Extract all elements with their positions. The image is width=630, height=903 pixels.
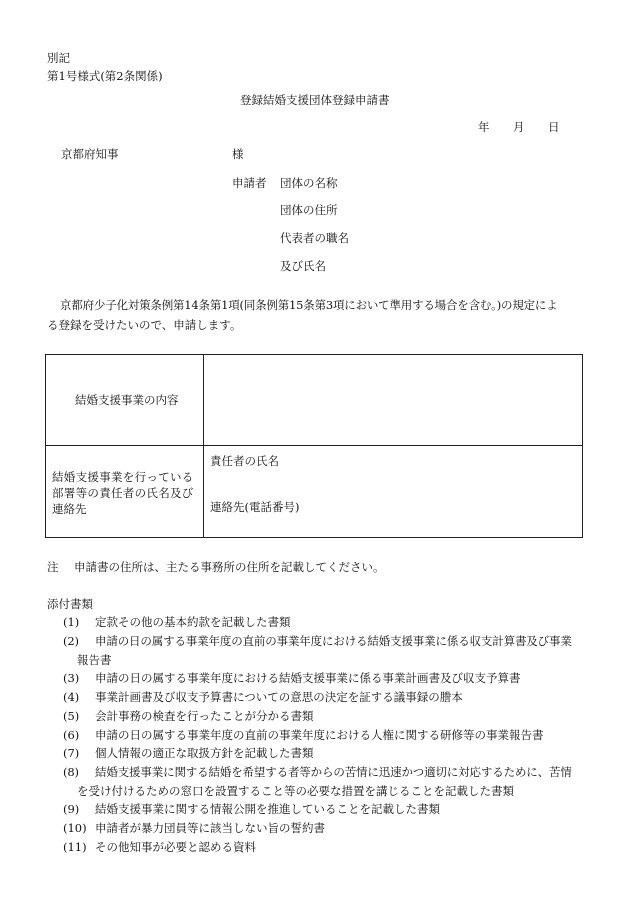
form-number: 第1号様式(第2条関係) [47,69,163,83]
attachment-item: (3) 申請の日の属する事業年度における結婚支援事業に係る事業計画書及び収支予算書 [63,671,521,685]
attachment-item-continuation: 報告書 [77,653,112,667]
body-line-1: 京都府少子化対策条例第14条第1項(同条例第15条第3項において準用する場合を含む。)の規定によ [60,298,558,312]
note-marker: 注 [47,560,59,574]
attachment-item: (1) 定款その他の基本約款を記載した書類 [63,615,291,629]
date-month: 月 [513,120,525,134]
content-label: 結婚支援事業の内容 [75,393,179,407]
application-table [45,354,583,538]
attachment-item: (5) 会計事務の検査を行ったことが分かる書類 [63,709,314,723]
attachment-item: (7) 個人情報の適正な取扱方針を記載した書類 [63,746,314,760]
addressee-name: 京都府知事 [61,147,119,161]
attachment-item: (8) 結婚支援事業に関する結婚を希望する者等からの苦情に迅速かつ適切に対応するために、苦情 [63,765,572,779]
rep-name-label: 及び氏名 [280,259,326,273]
attachment-item: (10) 申請者が暴力団員等に該当しない旨の誓約書 [63,821,325,835]
table-cell-content-value [204,355,582,446]
responsible-label-line-3: 連絡先 [52,502,87,516]
table-cell-content-label [46,355,204,446]
org-address-label: 団体の住所 [280,203,338,217]
responsible-label-line-1: 結婚支援事業を行っている [52,470,194,484]
date-day: 日 [548,120,560,134]
org-name-label: 団体の名称 [280,176,338,190]
note-text: 申請書の住所は、主たる事務所の住所を記載してください。 [74,560,385,574]
attachment-item: (6) 申請の日の属する事業年度の直前の事業年度における人権に関する研修等の事業報告書 [63,728,544,742]
attachment-item: (2) 申請の日の属する事業年度の直前の事業年度における結婚支援事業に係る収支計算書及び事業 [63,634,572,648]
date-year: 年 [478,120,490,134]
responsible-label-line-2: 部署等の責任者の氏名及び [52,486,194,500]
table-cell-responsible-value [204,446,582,537]
attachment-item: (4) 事業計画書及び収支予算書についての意思の決定を証する議事録の謄本 [63,690,463,704]
annex-label: 別記 [47,51,70,65]
attachment-item: (11) その他知事が必要と認める資料 [63,840,256,854]
attachment-item-continuation: を受け付けるための窓口を設置すること等の必要な措置を講じることを記載した書類 [77,784,514,798]
body-line-2: る登録を受けたいので、申請します。 [47,318,242,332]
attachments-heading: 添付書類 [47,597,93,611]
document-title: 登録結婚支援団体登録申請書 [240,93,390,107]
contact-label: 連絡先(電話番号) [210,500,300,514]
attachment-item: (9) 結婚支援事業に関する情報公開を推進していることを記載した書類 [63,802,440,816]
applicant-label: 申請者 [232,176,267,190]
rep-title-label: 代表者の職名 [280,231,349,245]
responsible-name-label: 責任者の氏名 [210,454,279,468]
addressee-honorific: 様 [232,147,244,161]
table-cell-responsible-label [46,446,204,537]
